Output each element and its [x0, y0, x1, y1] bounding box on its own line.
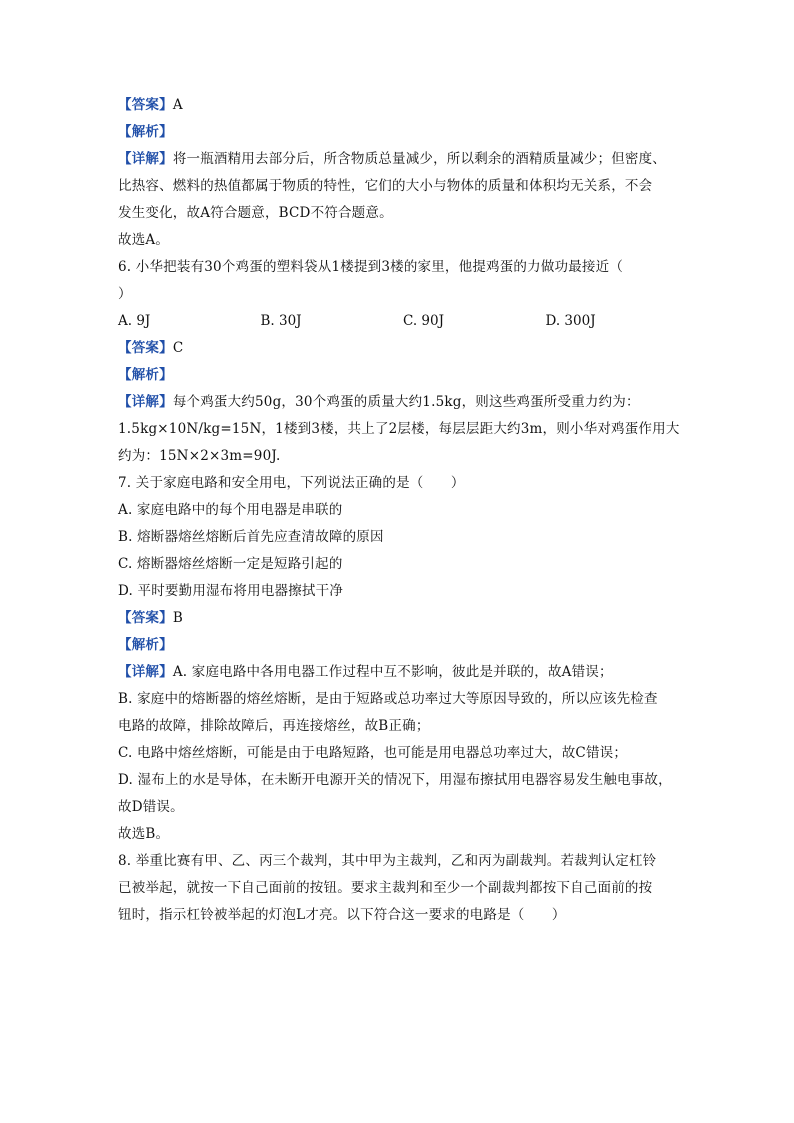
q7-detail-line: C. 电路中熔丝熔断，可能是由于电路短路，也可能是用电器总功率过大，故C错误； [118, 745, 628, 761]
q6-option-a: A. 9J [118, 313, 151, 329]
q7-detail-line: 故D错误。 [118, 799, 184, 815]
q7-detail-line [118, 659, 688, 686]
q8-question: 钮时，指示杠铃被举起的灯泡L才亮。以下符合这一要求的电路是（ ） [118, 907, 566, 923]
document-page [118, 92, 688, 929]
q7-analysis-heading [118, 632, 688, 659]
q6-option-c: C. 90J [403, 313, 445, 329]
q7-option-b: B. 熔断器熔丝熔断后首先应查清故障的原因 [118, 529, 384, 545]
q5-detail-line: 比热容、燃料的热值都属于物质的特性，它们的大小与物体的质量和体积均无关系，不会 [118, 178, 653, 194]
answer-value: C [172, 340, 184, 356]
detail-text: 每个鸡蛋大约50g，30个鸡蛋的质量大约1.5kg，则这些鸡蛋所受重力约为： [172, 394, 640, 410]
q6-detail-line: 1.5kg×10N/kg=15N，1楼到3楼，共上了2层楼，每层层距大约3m，则小华对鸡蛋作用大 [118, 421, 680, 437]
q6-analysis-heading [118, 362, 688, 389]
answer-value: A [172, 97, 183, 113]
analysis-tag: 【解析】 [118, 637, 173, 653]
q6-question: ） [118, 286, 132, 302]
analysis-tag: 【解析】 [118, 124, 173, 140]
q7-answer [118, 605, 688, 632]
q6-option-d: D. 300J [545, 313, 596, 329]
q6-question: 6. 小华把装有30个鸡蛋的塑料袋从1楼提到3楼的家里，他提鸡蛋的力做功最接近（ [118, 259, 624, 275]
answer-tag: 【答案】 [118, 610, 173, 626]
detail-text: A. 家庭电路中各用电器工作过程中互不影响，彼此是并联的，故A错误； [172, 664, 613, 680]
q8-question: 8. 举重比赛有甲、乙、丙三个裁判，其中甲为主裁判，乙和丙为副裁判。若裁判认定杠铃 [118, 853, 657, 869]
q7-conclusion: 故选B。 [118, 826, 170, 842]
q7-question: 7. 关于家庭电路和安全用电，下列说法正确的是（ ） [118, 475, 465, 491]
q6-detail-line: 约为：15N×2×3m=90J. [118, 448, 281, 464]
q8-question: 已被举起，就按一下自己面前的按钮。要求主裁判和至少一个副裁判都按下自己面前的按 [118, 880, 653, 896]
q7-option-c: C. 熔断器熔丝熔断一定是短路引起的 [118, 556, 343, 572]
q7-detail-line: B. 家庭中的熔断器的熔丝熔断，是由于短路或总功率过大等原因导致的，所以应该先检查 [118, 691, 658, 707]
q5-conclusion: 故选A。 [118, 232, 170, 248]
q6-options [118, 308, 688, 335]
detail-tag: 【详解】 [118, 151, 173, 167]
q6-detail-line [118, 389, 688, 416]
q5-detail-line: 发生变化，故A符合题意，BCD不符合题意。 [118, 205, 393, 221]
q6-answer [118, 335, 688, 362]
detail-tag: 【详解】 [118, 394, 173, 410]
answer-value: B [172, 610, 183, 626]
q7-option-d: D. 平时要勤用湿布将用电器擦拭干净 [118, 583, 344, 599]
q5-answer [118, 92, 688, 119]
q7-detail-line: D. 湿布上的水是导体，在未断开电源开关的情况下，用湿布擦拭用电器容易发生触电事故， [118, 772, 672, 788]
detail-tag: 【详解】 [118, 664, 173, 680]
q5-analysis-heading [118, 119, 688, 146]
answer-tag: 【答案】 [118, 340, 173, 356]
answer-tag: 【答案】 [118, 97, 173, 113]
detail-text: 将一瓶酒精用去部分后，所含物质总量减少，所以剩余的酒精质量减少；但密度、 [172, 151, 667, 167]
q5-detail-line [118, 146, 688, 173]
analysis-tag: 【解析】 [118, 367, 173, 383]
q7-option-a: A. 家庭电路中的每个用电器是串联的 [118, 502, 343, 518]
q7-detail-line: 电路的故障，排除故障后，再连接熔丝，故B正确； [118, 718, 430, 734]
q6-option-b: B. 30J [260, 313, 302, 329]
